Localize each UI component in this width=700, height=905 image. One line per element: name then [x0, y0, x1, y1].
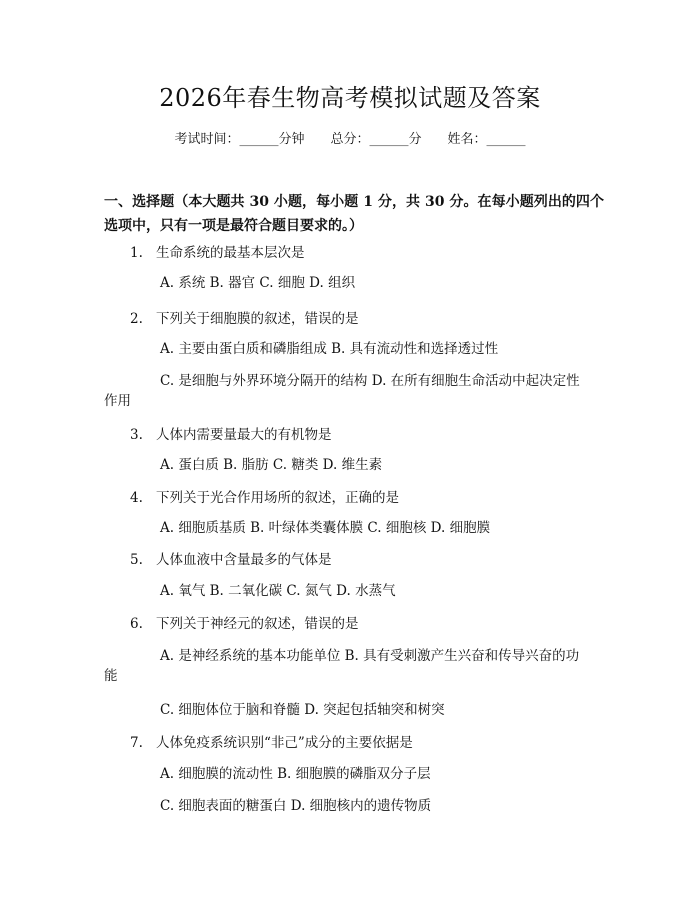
section-heading: 一、选择题（本大题共 30 小题，每小题 1 分，共 30 分。在每小题列出的四个选项中，只有一项是最符合题目要求的。） [104, 194, 604, 234]
question-2-options-line-2: C. 是细胞与外界环境分隔开的结构 D. 在所有细胞生命活动中起决定性 [160, 373, 580, 389]
question-6-options-line-2: 能 [104, 668, 118, 684]
question-number: 7. [130, 735, 143, 751]
question-number: 5. [130, 552, 143, 568]
question-number: 6. [130, 616, 143, 632]
question-stem: 下列关于神经元的叙述，错误的是 [156, 616, 359, 632]
page-title: 2026年春生物高考模拟试题及答案 [159, 84, 541, 112]
exam-info-row [0, 130, 700, 150]
question-number: 2. [130, 311, 143, 327]
question-number: 1. [130, 245, 143, 261]
question-4-options: A. 细胞质基质 B. 叶绿体类囊体膜 C. 细胞核 D. 细胞膜 [160, 520, 491, 536]
question-1 [130, 243, 305, 263]
question-1-options: A. 系统 B. 器官 C. 细胞 D. 组织 [160, 275, 356, 291]
question-number: 3. [130, 427, 143, 443]
question-stem: 人体血液中含量最多的气体是 [156, 552, 332, 568]
question-5 [130, 550, 332, 570]
question-3 [130, 425, 332, 445]
question-stem: 下列关于光合作用场所的叙述，正确的是 [156, 490, 399, 506]
question-6-options-line-3: C. 细胞体位于脑和脊髓 D. 突起包括轴突和树突 [160, 702, 445, 718]
question-7-options-line-1: A. 细胞膜的流动性 B. 细胞膜的磷脂双分子层 [160, 766, 431, 782]
question-3-options: A. 蛋白质 B. 脂肪 C. 糖类 D. 维生素 [160, 457, 383, 473]
question-stem: 下列关于细胞膜的叙述，错误的是 [156, 311, 359, 327]
question-5-options: A. 氧气 B. 二氧化碳 C. 氮气 D. 水蒸气 [160, 583, 396, 599]
question-6 [130, 614, 359, 634]
question-7 [130, 733, 413, 753]
question-2-options-line-1: A. 主要由蛋白质和磷脂组成 B. 具有流动性和选择透过性 [160, 341, 499, 357]
question-7-options-line-2: C. 细胞表面的糖蛋白 D. 细胞核内的遗传物质 [160, 798, 432, 814]
total-score-label: 总分：______分 [330, 132, 422, 147]
question-stem: 人体免疫系统识别“非己”成分的主要依据是 [156, 735, 413, 751]
question-6-options-line-1: A. 是神经系统的基本功能单位 B. 具有受刺激产生兴奋和传导兴奋的功 [160, 648, 580, 664]
question-number: 4. [130, 490, 143, 506]
question-stem: 人体内需要量最大的有机物是 [156, 427, 332, 443]
exam-time-label: 考试时间：______分钟 [174, 132, 305, 147]
question-2-options-line-3: 作用 [104, 393, 131, 409]
name-label: 姓名：______ [447, 132, 526, 147]
question-stem: 生命系统的最基本层次是 [156, 245, 305, 261]
question-4 [130, 488, 399, 508]
question-2 [130, 309, 359, 329]
